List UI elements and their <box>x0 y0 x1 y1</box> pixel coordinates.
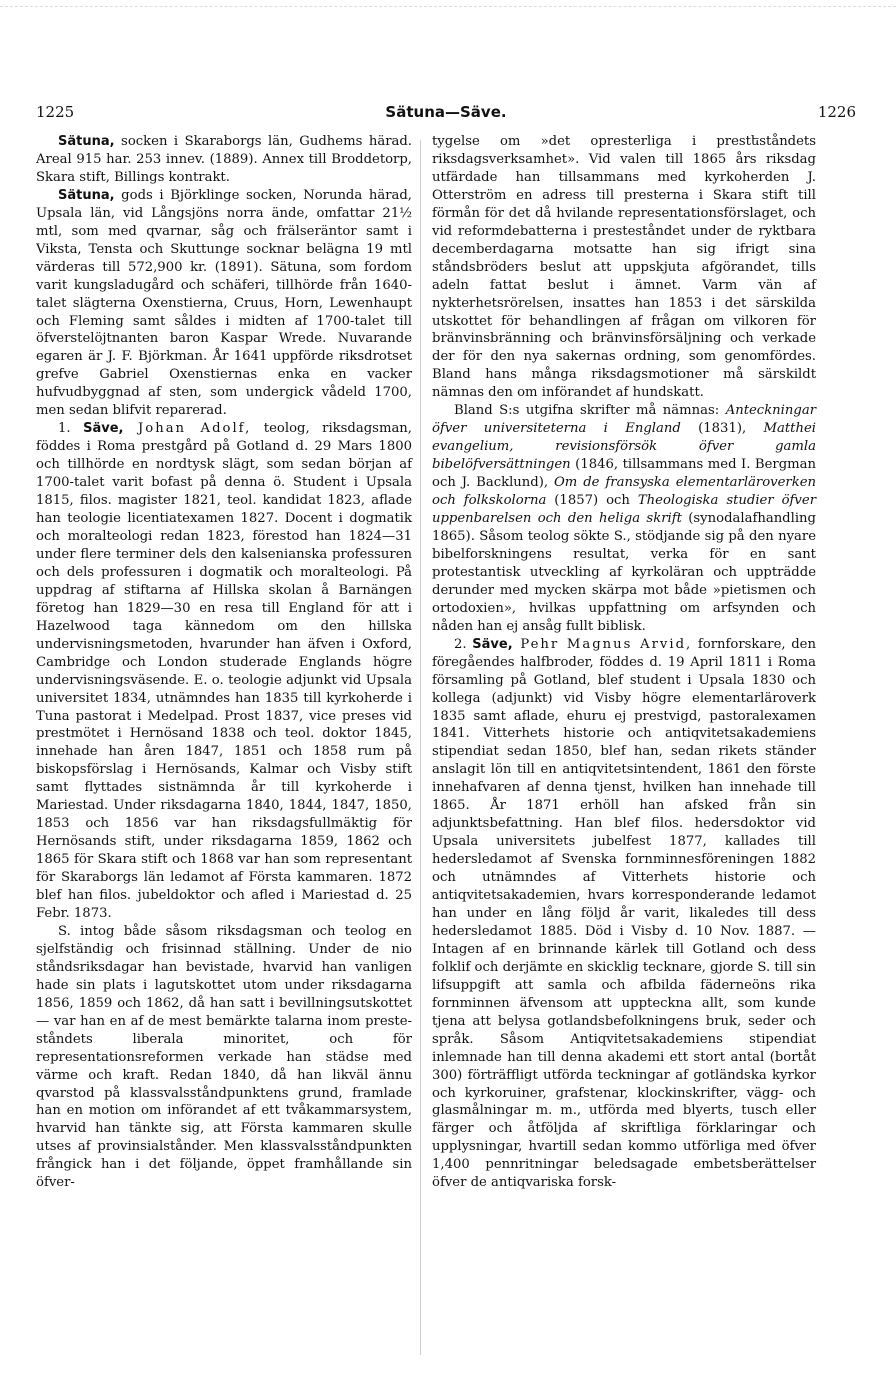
entry-text: Bland S:s utgifna skrifter må nämnas: <box>454 403 726 419</box>
entry-text: teolog, riksdagsman, föddes i Roma prestgård på Gotland d. 29 Mars 1800 och tillhörde en nordtysk slägt, som sedan början af 1700-talet varit bofast på denna ö. Student i Upsala 1815, filos. magister 1821, teol. kandidat 1823, aflade han teologie licentiatexamen 1827. Docent i dogmatik och moralteologi redan 1823, förestod han 1824—31 under flere terminer dels den kalsenianska professuren och dels professuren i dogmatik och moralteologi. På uppdrag af stiftarna af Hillska skolan å Barnängen företog han 1829—30 en resa till England för att i Hazelwood taga kännedom om den hillska undervisningsmetoden, hvarunder han äfven i Oxford, Cambridge och London studerade Englands högre undervisningsväsende. E. o. teologie adjunkt vid Upsala universitet 1834, utnämndes han 1835 till kyrkoherde i Tuna pastorat i Medelpad. Prost 1837, vice preses vid prestmötet i Hernösand 1838 och teol. doktor 1845, innehade han åren 1847, 1851 och 1858 rum på biskopsförslag i Hernösands, Kalmar och Visby stift samt flyttades sistnämnda år till kyrkoherde i Mariestad. Under riksdagarna 1840, 1844, 1847, 1850, 1853 och 1856 var han riksdagsfullmäktig för Hernösands stift, under riksdagarna 1859, 1862 och 1865 för Skara stift och 1868 var han som representant för Skaraborgs län ledamot af Första kammaren. 1872 blef han filos. jubeldoktor och afled i Mariestad d. 25 Febr. 1873. <box>36 421 412 921</box>
page-number-left: 1225 <box>36 103 75 121</box>
work-title: Matthei evangelium, revisionsförsök öfver gamla bibelöfversättningen <box>432 421 816 473</box>
work-title: Anteckningar öfver universiteterna i England <box>432 403 816 437</box>
scan-edge <box>0 6 896 8</box>
entry-satuna-socken <box>36 133 412 187</box>
work-title: Om de fransyska elementarläroverken och folkskolorna <box>432 475 816 509</box>
headword: Sätuna, <box>58 134 115 149</box>
headword: Säve, <box>83 421 124 437</box>
entry-text: (1846, tillsammans med I. Bergman och J. Backlund), <box>432 457 816 491</box>
person-name: Johan Adolf, <box>123 421 252 437</box>
running-head: Sätuna—Säve. <box>385 103 507 121</box>
entry-text: (1831), <box>680 421 764 437</box>
entry-paragraph: S. intog både såsom riksdagsman och teolog en sjelfständig och frisinnad ställning. Under de nio ståndsriksdagar han bevistade, hvarvid han vanligen hade sin plats i lagutskottet utom under riksdagarna 1856, 1859 och 1862, då han satt i bevillningsutskottet — var han en af de mest bemärkte talarna inom preste-ståndets liberala minoritet, och för representationsreformen verkade han städse med värme och kraft. Redan 1840, då han likväl ännu qvarstod på klassvalsståndpunktens grund, framlade han en motion om införandet af ett tvåkammarsystem, hvarvid han tänkte sig, att Första kammaren skulle utses af provinsialstånder. Men klassvalsståndpunkten frångick han i det följande, öppet framhållande sin öfver- <box>36 923 412 1191</box>
headword: Sätuna, <box>58 187 115 203</box>
entry-number: 2. <box>454 636 473 652</box>
right-column <box>432 133 816 1192</box>
entry-text: gods i Björklinge socken, Norunda härad, Upsala län, vid Långsjöns norra ände, omfattar 21½ mtl, som med qvarnar, såg och frälseräntor samt i Viksta, Tensta och Skuttunge socknar belägna 19 mtl värderas till 572,900 kr. (1891). Sätuna, som fordom varit kungsladugård och schäferi, tillhörde från 1640-talet slägterna Oxenstierna, Cruus, Horn, Lewenhaupt och Fleming samt såldes i midten af 1700-talet till öfverstelöjtnanten baron Kaspar Wrede. Nuvarande egaren är J. F. Björkman. År 1641 uppförde riksdrotset grefve Gabriel Oxenstiernas enka en vacker hufvudbyggnad af sten, som undergick vådeld 1700, men sedan blifvit reparerad. <box>36 187 412 419</box>
person-name: Pehr Magnus Arvid, <box>512 636 693 652</box>
page-number-right: 1226 <box>817 103 856 121</box>
column-divider <box>420 140 421 1355</box>
entry-number: 1. <box>58 421 84 437</box>
entry-text: fornforskare, den föregåendes halfbroder, föddes d. 19 April 1811 i Roma församling på Gotland, blef student i Upsala 1830 och kollega (adjunkt) vid Visby högre elementarläroverk 1835 samt aflade, ehuru ej prestvigd, pastoralexamen 1841. Vitterhets historie och antiqvitetsakademiens stipendiat sedan 1850, blef han, sedan rikets ständer anslagit lön till en antiqvitetsintendent, 1861 den förste innehafvaren af denna tjenst, hvilken han innehade till 1865. År 1871 erhöll han afsked från sin adjunktsbefattning. Han blef filos. hedersdoktor vid Upsala universitets jubelfest 1877, kallades till hedersledamot af Svenska fornminnesföreningen 1882 och utnämndes af Vitterhets historie och antiqvitetsakademien, hvars korresponderande ledamot han under en lång följd år varit, likaledes till dess hedersledamot 1885. Död i Visby d. 10 Nov. 1887. — Intagen af en brinnande kärlek till Gotland och dess folklif och derjämte en skicklig tecknare, gjorde S. till sin lifsuppgift att samla och afbilda fäderneöns rika fornminnen äfvensom att uppteckna allt, som kunde tjena att belysa gotlandsbefolkningens bruk, seder och språk. Såsom Antiqvitetsakademiens stipendiat inlemnade han till denna akademi ett stort antal (bortåt 300) förträffligt utförda teckningar af gotländska kyrkor och kyrkoruiner, grafstenar, klockinskrifter, vägg- och glasmålningar m. m., utförda med blyerts, tusch eller färger och åtföljda af skriftliga förklaringar och upplysningar, hvartill sedan kommo utförliga med öfver 1,400 pennritningar beledsagade embetsberättelser öfver de antiqvariska forsk- <box>432 636 816 1191</box>
entry-satuna-gods <box>36 187 412 420</box>
entry-paragraph: tygelse om »det opresterliga i prestեståndets riksdagsverksamhet». Vid valen till 1865 års riksdag utfärdade han tillsammans med kyrkoherden J. Otterström en adress till presterna i Skara stift till förmån för det då hvilande representationsförslaget, och vid reformdebatterna i prestеståndet under de ryktbara decemberdagarna motsatte han sig ifrigt sina ståndsbröders beslut att uppskjuta afgörandet, tills adeln fattat beslut i ämnet. Varm vän af nykterhetsrörelsen, insattes han 1853 i det särskilda utskottet för behandlingen af frågan om vilkoren för bränvinsbränning och bränvinsförsäljning och verkade der för den nya sakernas ordning, som genomfördes. Bland hans många riksdagsmotioner må särskildt nämnas den om införandet af hundskatt. <box>432 134 816 401</box>
entry-save-pehr-magnus-arvid <box>432 636 816 1193</box>
bibliography-paragraph <box>432 402 816 635</box>
work-title: Theologiska studier öfver uppenbarelsen och den heliga skrift <box>432 493 816 527</box>
entry-text: socken i Skaraborgs län, Gudhems härad. Areal 915 har. 253 innev. (1889). Annex till Broddetorp, Skara stift, Billings kontrakt. <box>36 134 412 185</box>
headword: Säve, <box>472 636 513 652</box>
entry-text: (synodalafhandling 1865). Såsom teolog sökte S., stödjande sig på den nyare bibelforskningens resultat, verka för en sant protestantisk utveckling af kyrkoläran och uppträdde derunder med mycken skärpa mot både »pietismen och ortodoxien», hvilkas uppfattning om arfsynden och nåden han ej ansåg fullt biblisk. <box>432 511 816 634</box>
entry-text: (1857) och <box>546 493 638 509</box>
page-header <box>36 103 856 125</box>
entry-save-johan-adolf <box>36 420 412 923</box>
left-column <box>36 133 412 1192</box>
